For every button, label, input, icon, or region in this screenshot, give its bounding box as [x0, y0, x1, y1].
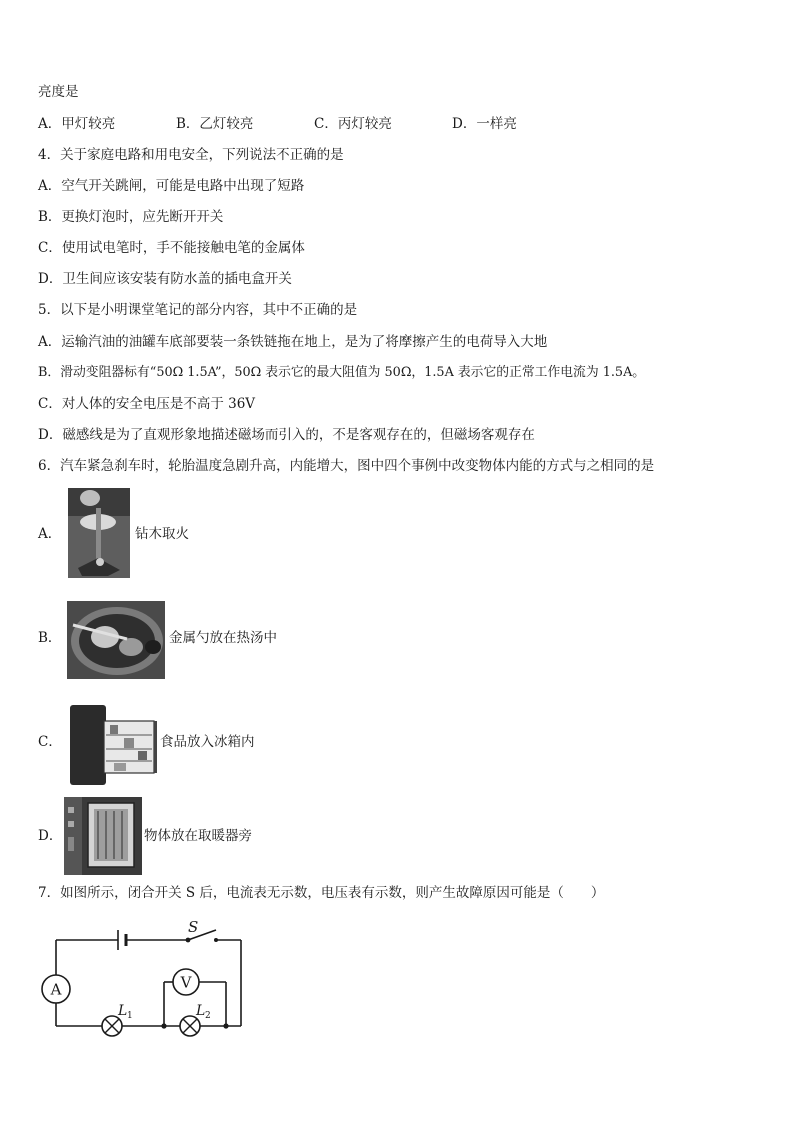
q3-option-a: A．甲灯较亮 — [38, 116, 116, 132]
q3-option-d: D．一样亮 — [452, 116, 517, 132]
q4-option-d: D．卫生间应该安装有防水盖的插电盒开关 — [38, 271, 292, 287]
lamp-l1-symbol — [102, 1016, 122, 1036]
ammeter-label: A — [50, 980, 62, 999]
q4-option-c: C．使用试电笔时，手不能接触电笔的金属体 — [38, 240, 305, 256]
q6-choice-c-caption: 食品放入冰箱内 — [160, 734, 255, 750]
q5-option-a: A．运输汽油的油罐车底部要装一条铁链拖在地上，是为了将摩擦产生的电荷导入大地 — [38, 334, 548, 350]
lamp-l2-subscript: 2 — [205, 1011, 211, 1021]
q3-tail-text: 亮度是 — [38, 84, 79, 100]
lamp-l1-label: L — [118, 1003, 128, 1019]
q5-stem: 5．以下是小明课堂笔记的部分内容，其中不正确的是 — [38, 302, 358, 318]
q5-option-c: C．对人体的安全电压是不高于 36V — [38, 396, 256, 412]
q4-stem: 4．关于家庭电路和用电安全，下列说法不正确的是 — [38, 147, 344, 163]
q3-option-b: B．乙灯较亮 — [176, 116, 254, 132]
switch-label: S — [188, 918, 199, 936]
q6-choice-a-caption: 钻木取火 — [135, 526, 189, 542]
lamp-l2-label: L — [196, 1003, 206, 1019]
q7-stem: 7．如图所示，闭合开关 S 后，电流表无示数，电压表有示数，则产生故障原因可能是（ ） — [38, 885, 605, 901]
q6-choice-b-caption: 金属勺放在热汤中 — [169, 630, 277, 646]
q6-stem: 6．汽车紧急刹车时，轮胎温度急剧升高，内能增大，图中四个事例中改变物体内能的方式与之相同的是 — [38, 458, 655, 474]
junction-dot-right — [223, 1023, 228, 1028]
voltmeter-label: V — [180, 973, 192, 992]
q6-choice-a-letter: A． — [38, 526, 62, 542]
junction-dot-left — [161, 1023, 166, 1028]
circuit-diagram — [36, 918, 251, 1048]
q6-choice-b-letter: B． — [38, 630, 62, 646]
switch-contact-right — [214, 938, 218, 942]
q4-option-a: A．空气开关跳闸，可能是电路中出现了短路 — [38, 178, 305, 194]
q6-choice-c-letter: C． — [38, 734, 62, 750]
q6-choice-d-caption: 物体放在取暖器旁 — [144, 828, 252, 844]
q6-choice-d-letter: D． — [38, 828, 63, 844]
q5-option-d: D．磁感线是为了直观形象地描述磁场而引入的，不是客观存在的，但磁场客观存在 — [38, 427, 535, 443]
drilling-wood-image — [68, 488, 130, 578]
q3-option-c: C．丙灯较亮 — [314, 116, 392, 132]
lamp-l2-symbol — [180, 1016, 200, 1036]
spoon-in-soup-image — [67, 601, 165, 679]
switch-contact-left — [186, 938, 191, 943]
q5-option-b: B．滑动变阻器标有“50Ω 1.5A”，50Ω 表示它的最大阻值为 50Ω，1.5A 表示它的正常工作电流为 1.5A。 — [38, 365, 646, 380]
heater-image — [64, 797, 142, 875]
q4-option-b: B．更换灯泡时，应先断开开关 — [38, 209, 224, 225]
lamp-l1-subscript: 1 — [127, 1011, 133, 1021]
fridge-image — [70, 705, 157, 785]
